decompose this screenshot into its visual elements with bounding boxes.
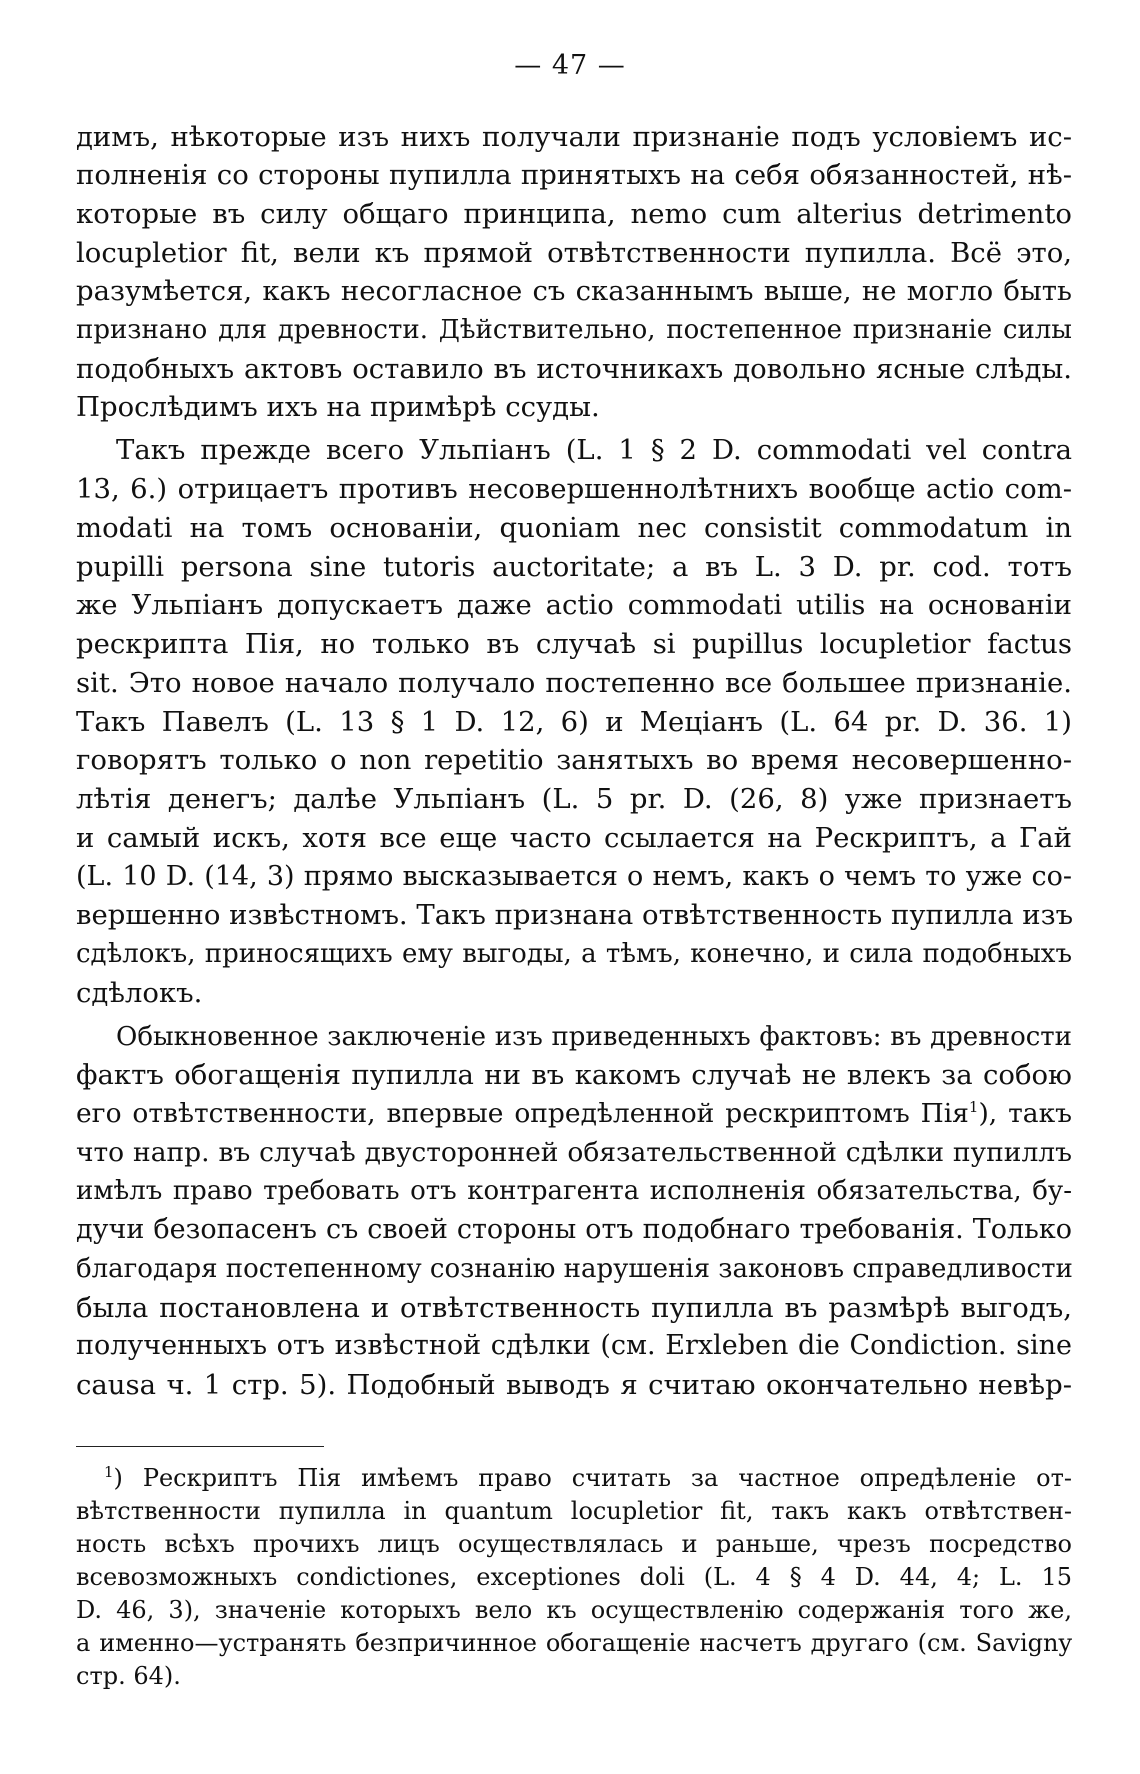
text-line: была постановлена и отвѣтственность пупилла въ размѣрѣ выгодъ, <box>76 1292 1072 1324</box>
footnote-line: стр. 64). <box>76 1662 181 1690</box>
text-line: подобныхъ актовъ оставило въ источникахъ довольно ясные слѣды. <box>76 353 1072 385</box>
text-line: modati на томъ основаніи, quoniam nec consistit commodatum in <box>76 512 1072 544</box>
text-line: разумѣется, какъ несогласное съ сказаннымъ выше, не могло быть <box>76 275 1072 307</box>
footnote-line: а именно—устранять безпричинное обогащеніе насчетъ другаго (см. Savigny <box>76 1629 1072 1657</box>
footnote-line: ность всѣхъ прочихъ лицъ осуществлялась и раньше, чрезъ посредство <box>76 1530 1072 1558</box>
page-number: — 47 — <box>514 50 626 81</box>
text-line: 13, 6.) отрицаетъ противъ несовершеннолѣтнихъ вообще actio com- <box>76 473 1072 505</box>
text-line: pupilli persona sine tutoris auctoritate; а въ L. 3 D. pr. cod. тотъ <box>76 551 1072 583</box>
text-line: дучи безопасенъ съ своей стороны отъ подобнаго требованія. Только <box>76 1214 1072 1245</box>
text-line: фактъ обогащенія пупилла ни въ какомъ случаѣ не влекъ за собою <box>76 1059 1072 1091</box>
text-span: ), такъ <box>978 1098 1072 1129</box>
text-line: полученныхъ отъ извѣстной сдѣлки (см. Erxleben die Condiction. sine <box>76 1330 1072 1361</box>
text-line: сдѣлокъ, приносящихъ ему выгоды, а тѣмъ, конечно, и сила подобныхъ <box>76 939 1072 969</box>
text-line: полненія со стороны пупилла принятыхъ на себя обязанностей, нѣ- <box>76 159 1072 191</box>
footnote-line: D. 46, 3), значеніе которыхъ вело къ осуществленію содержанія того же, <box>76 1596 1072 1624</box>
footnote-line: всевозможныхъ condictiones, exceptiones doli (L. 4 § 4 D. 44, 4; L. 15 <box>76 1563 1072 1591</box>
text-line: Такъ Павелъ (L. 13 § 1 D. 12, 6) и Меціанъ (L. 64 pr. D. 36. 1) <box>76 706 1072 738</box>
text-span: ) Рескриптъ Пія имѣемъ право считать за частное опредѣленіе от- <box>113 1464 1072 1492</box>
text-line: (L. 10 D. (14, 3) прямо высказывается о немъ, какъ о чемъ то уже со- <box>76 861 1072 892</box>
text-line: sit. Это новое начало получало постепенно все большее признаніе. <box>76 667 1072 699</box>
text-line: говорятъ только о non repetitio занятыхъ во время несовершенно- <box>76 744 1072 776</box>
text-line: лѣтія денегъ; далѣе Ульпіанъ (L. 5 pr. D. (26, 8) уже признаетъ <box>76 783 1072 815</box>
footnote-divider <box>76 1446 324 1447</box>
footnote-reference: 1 <box>968 1098 979 1117</box>
text-line: locupletior fit, вели къ прямой отвѣтственности пупилла. Всё это, <box>76 237 1072 269</box>
text-line: димъ, нѣкоторые изъ нихъ получали признаніе подъ условіемъ ис- <box>76 121 1072 153</box>
text-line: вершенно извѣстномъ. Такъ признана отвѣтственность пупилла изъ <box>76 899 1074 931</box>
text-span: его отвѣтственности, впервые опредѣленной рескриптомъ Пія <box>76 1098 969 1129</box>
text-line <box>76 1096 1072 1132</box>
footnote-marker: 1 <box>104 1463 114 1481</box>
footnote-line: вѣтственности пупилла in quantum locupletior fit, такъ какъ отвѣтствен- <box>76 1497 1072 1525</box>
text-line: же Ульпіанъ допускаетъ даже actio commodati utilis на основаніи <box>76 589 1072 621</box>
text-line: Прослѣдимъ ихъ на примѣрѣ ссуды. <box>76 391 600 423</box>
text-line: сдѣлокъ. <box>76 977 203 1009</box>
text-line: Обыкновенное заключеніе изъ приведенныхъ фактовъ: въ древности <box>116 1022 1072 1052</box>
text-line: имѣлъ право требовать отъ контрагента исполненія обязательства, бу- <box>76 1176 1072 1206</box>
text-line: которые въ силу общаго принципа, nemo cum alterius detrimento <box>76 198 1072 230</box>
text-line: и самый искъ, хотя все еще часто ссылается на Рескриптъ, а Гай <box>76 822 1072 854</box>
text-line: что напр. въ случаѣ двусторонней обязательственной сдѣлки пупиллъ <box>76 1137 1072 1168</box>
footnote-line <box>104 1463 1072 1494</box>
text-line: рескрипта Пія, но только въ случаѣ si pupillus locupletior factus <box>76 628 1072 660</box>
text-line: Такъ прежде всего Ульпіанъ (L. 1 § 2 D. commodati vel contra <box>116 434 1072 466</box>
text-line: признано для древности. Дѣйствительно, постепенное признаніе силы <box>76 315 1072 345</box>
text-line: causa ч. 1 стр. 5). Подобный выводъ я считаю окончательно невѣр- <box>76 1369 1072 1401</box>
text-line: благодаря постепенному сознанію нарушенія законовъ справедливости <box>76 1254 1073 1284</box>
